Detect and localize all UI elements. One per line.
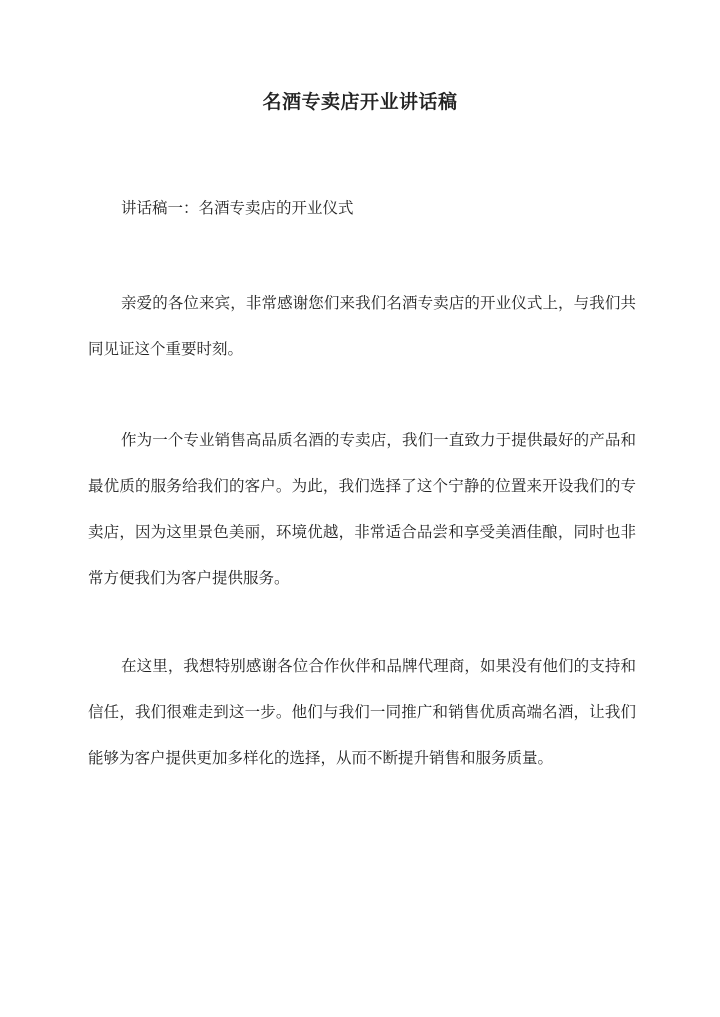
paragraph-store-intro: 作为一个专业销售高品质名酒的专卖店，我们一直致力于提供最好的产品和最优质的服务给我们的客户。为此，我们选择了这个宁静的位置来开设我们的专卖店，因为这里景色美丽，环境优越，非常适合品尝和享受美酒佳酿，同时也非常方便我们为客户提供服务。 bbox=[88, 431, 636, 587]
speech-subtitle: 讲话稿一：名酒专卖店的开业仪式 bbox=[121, 199, 354, 217]
paragraph-welcome: 亲爱的各位来宾，非常感谢您们来我们名酒专卖店的开业仪式上，与我们共同见证这个重要时刻。 bbox=[88, 294, 636, 358]
document-title: 名酒专卖店开业讲话稿 bbox=[262, 91, 458, 113]
paragraph-thanks-partners: 在这里，我想特别感谢各位合作伙伴和品牌代理商，如果没有他们的支持和信任，我们很难走到这一步。他们与我们一同推广和销售优质高端名酒，让我们能够为客户提供更加多样化的选择，从而不断提升销售和服务质量。 bbox=[88, 657, 636, 767]
